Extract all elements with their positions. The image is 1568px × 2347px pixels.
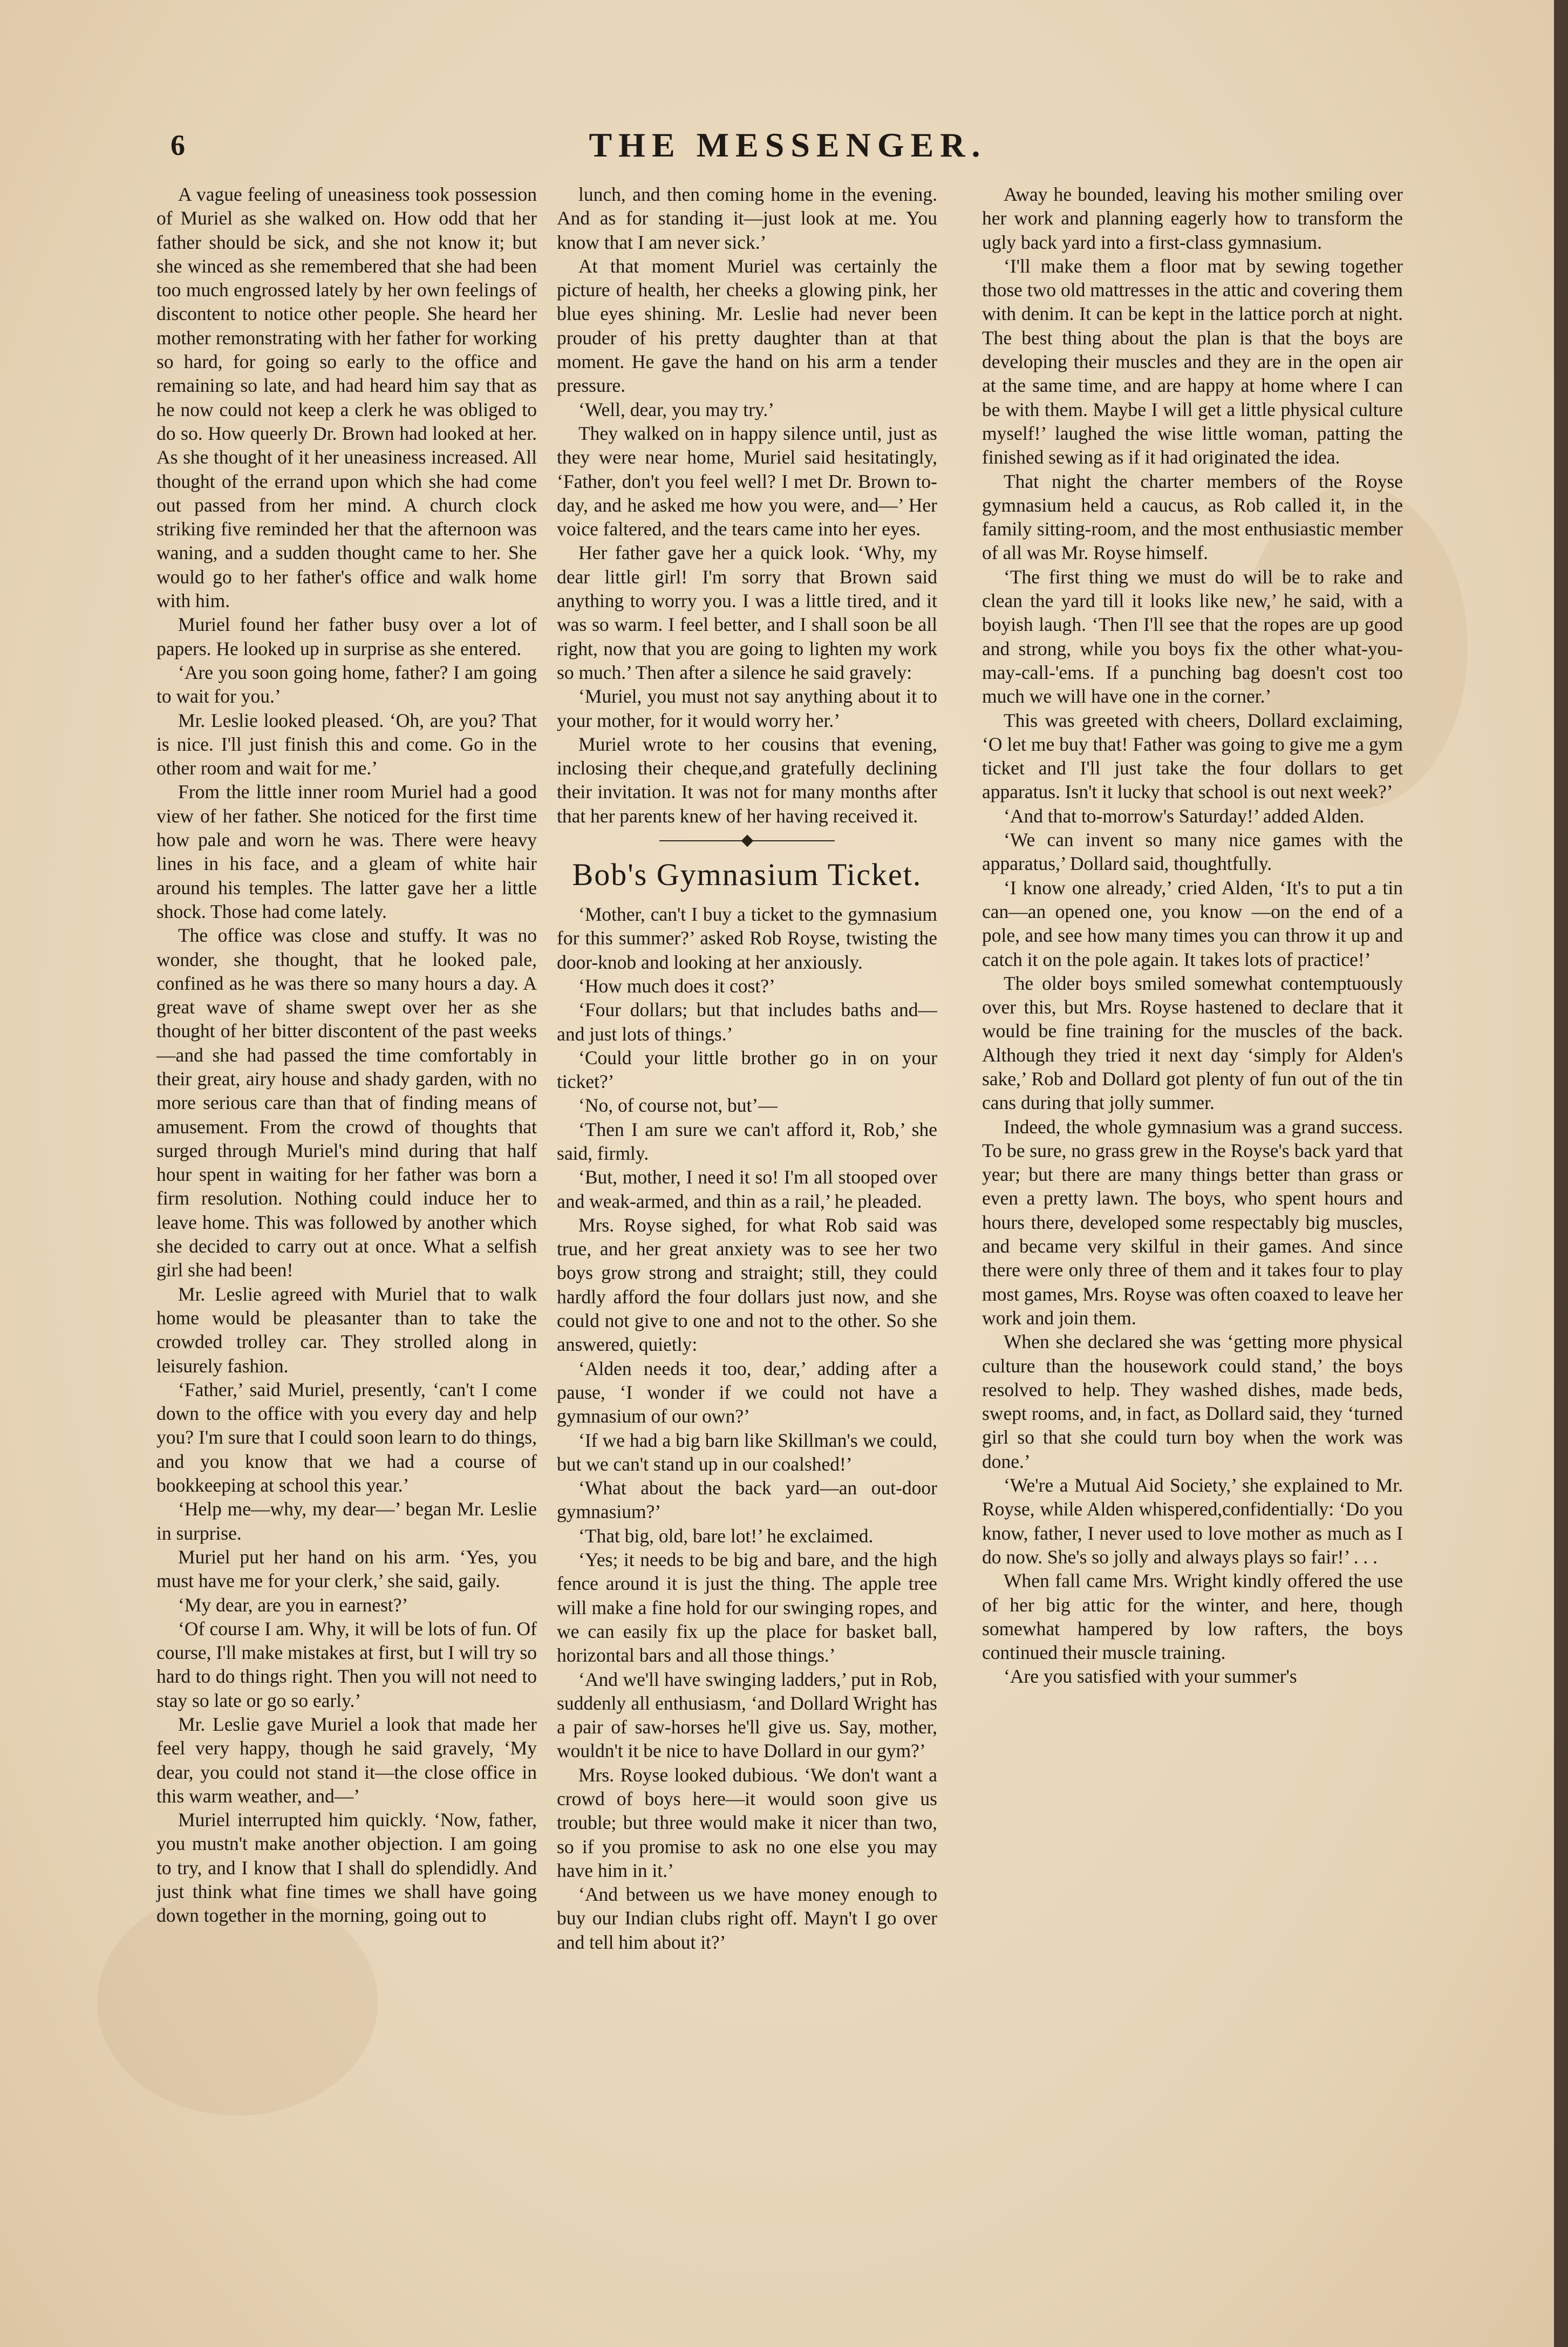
paragraph: ‘Then I am sure we can't afford it, Rob,’ she said, firmly. [557,1118,937,1164]
paragraph: ‘But, mother, I need it so! I'm all stooped over and weak-armed, and thin as a rail,’ he pleaded. [557,1166,937,1212]
paragraph: The office was close and stuffy. It was no wonder, she thought, that he looked pale, confined as he was there so many hours a day. A great wave of shame swept over her as she thought of her bitter discontent of the past weeks—and she had passed the time comfortably in their great, airy house and shady garden, with no more serious care than that of finding means of amusement. From the crowd of thoughts that surged through Muriel's mind during that half hour spent in waiting for her father was born a firm resolution. Nothing could induce her to leave home. This was followed by another which she decided to carry out at once. What a selfish girl she had been! [156,924,537,1281]
paragraph: Mr. Leslie looked pleased. ‘Oh, are you? That is nice. I'll just finish this and come. Go in the other room and wait for me.’ [156,709,537,779]
scan-edge [1554,0,1568,2347]
paragraph: lunch, and then coming home in the evening. And as for standing it—just look at me. You know that I am never sick.’ [557,183,937,253]
paragraph: ‘Of course I am. Why, it will be lots of fun. Of course, I'll make mistakes at first, but I will try so hard to do things right. Then you will not need to stay so late or go so early.’ [156,1617,537,1711]
paragraph: A vague feeling of uneasiness took possession of Muriel as she walked on. How odd that her father should be sick, and she not know it; but she winced as she remembered that she had been too much engrossed lately by her own feelings of discontent to notice other people. She heard her mother remonstrating with her father for working so hard, for going so early to the office and remaining so late, and had heard him say that as he now could not keep a clerk he was obliged to do so. How queerly Dr. Brown had looked at her. As she thought of it her uneasiness increased. All thought of the errand upon which she had come out passed from her mind. A church clock striking five reminded her that the afternoon was waning, and a sudden thought came to her. She would go to her father's office and walk home with him. [156,183,537,612]
paragraph: Mr. Leslie agreed with Muriel that to walk home would be pleasanter than to take the crowded trolley car. They strolled along in leisurely fashion. [156,1283,537,1377]
paragraph: From the little inner room Muriel had a good view of her father. She noticed for the first time how pale and worn he was. There were heavy lines in his face, and a gleam of white hair around his temples. The latter gave her a little shock. Those had come lately. [156,781,537,922]
paragraph: ‘We're a Mutual Aid Society,’ she explained to Mr. Royse, while Alden whispered,confidentially: ‘Do you know, father, I never used to love mother as much as I do now. She's so jolly and always plays so fair!’ . . . [982,1474,1403,1568]
paragraph: ‘Four dollars; but that includes baths and—and just lots of things.’ [557,999,937,1045]
paragraph: ‘That big, old, bare lot!’ he exclaimed. [578,1525,874,1547]
story-continuation [557,182,937,828]
story-body [557,902,937,1954]
page-header [167,128,1408,172]
paragraph: ‘If we had a big barn like Skillman's we could, but we can't stand up in our coalshed!’ [557,1429,937,1475]
paragraph: Muriel interrupted him quickly. ‘Now, father, you mustn't make another objection. I am going to try, and I know that I shall do splendidly. And just think what fine times we shall have going down together in the morning, going out to [156,1809,537,1927]
paragraph: Mrs. Royse sighed, for what Rob said was true, and her great anxiety was to see her two boys grow strong and straight; still, they could hardly afford the four dollars just now, and she could not give to one and not to the other. So she answered, quietly: [557,1214,937,1356]
paragraph: Indeed, the whole gymnasium was a grand success. To be sure, no grass grew in the Royse's back yard that year; but there are many things better than grass or even a pretty lawn. The boys, who spent hours and hours there, developed some respectably big muscles, and became very skilful in their games. And since there were only three of them and it takes four to play most games, Mrs. Royse was often coaxed to leave her work and join them. [982,1115,1403,1329]
paragraph: Muriel found her father busy over a lot of papers. He looked up in surprise as she entered. [156,614,537,659]
paragraph: When she declared she was ‘getting more physical culture than the housework could stand,’ the boys resolved to help. They washed dishes, made beds, swept rooms, and, in fact, as Dollard said, they ‘turned girl so that she could turn boy when the work was done.’ [982,1331,1403,1472]
paragraph: Muriel put her hand on his arm. ‘Yes, you must have me for your clerk,’ she said, gaily. [156,1546,537,1592]
paragraph: Her father gave her a quick look. ‘Why, my dear little girl! I'm sorry that Brown said anything to worry you. I was a little tired, and it was so warm. I feel better, and I shall soon be all right, now that you are going to lighten my work so much.’ Then after a silence he said gravely: [557,542,937,683]
paragraph: ‘And that to-morrow's Saturday!’ added Alden. [1004,805,1365,827]
paragraph: Mrs. Royse looked dubious. ‘We don't want a crowd of boys here—it would soon give us trouble; but three would make it nicer than two, so if you promise to ask no one else you may have him in it.’ [557,1764,937,1881]
paragraph: Mr. Leslie gave Muriel a look that made her feel very happy, though he said gravely, ‘My dear, you could not stand it—the close office in this warm weather, and—’ [156,1713,537,1807]
paragraph: ‘I'll make them a floor mat by sewing together those two old mattresses in the attic and covering them with denim. It can be kept in the lattice porch at night. The best thing about the plan is that the boys are developing their muscles and they are in the open air at the same time, and are happy at home where I can be with them. Maybe I will get a little physical culture myself!’ laughed the wise little woman, patting the finished sewing as if it had originated the idea. [982,255,1403,468]
paragraph: ‘How much does it cost?’ [578,975,775,997]
paragraph: Away he bounded, leaving his mother smiling over her work and planning eagerly how to transform the ugly back yard into a first-class gymnasium. [982,183,1403,253]
paragraph: They walked on in happy silence until, just as they were near home, Muriel said hesitatingly, ‘Father, don't you feel well? I met Dr. Brown to-day, and he asked me how you were, and—’ Her voice faltered, and the tears came into her eyes. [557,422,937,540]
column-middle [557,182,937,1954]
paragraph: ‘Father,’ said Muriel, presently, ‘can't I come down to the office with you every day and help you? I'm sure that I could soon learn to do things, and you know that we had a course of bookkeeping at school this year.’ [156,1378,537,1496]
paragraph: ‘The first thing we must do will be to rake and clean the yard till it looks like new,’ he said, with a boyish laugh. ‘Then I'll see that the ropes are up good and strong, while you boys fix the other what-you-may-call-'ems. If a punching bag doesn't cost too much we will have one in the corner.’ [982,566,1403,707]
paragraph: ‘My dear, are you in earnest?’ [178,1594,408,1616]
paragraph: ‘Muriel, you must not say anything about it to your mother, for it would worry her.’ [557,685,937,731]
paragraph: At that moment Muriel was certainly the picture of health, her cheeks a glowing pink, her blue eyes shining. Mr. Leslie had never been prouder of his pretty daughter than at that moment. He gave the hand on his arm a tender pressure. [557,255,937,397]
column-right [982,182,1403,1689]
paragraph: ‘We can invent so many nice games with the apparatus,’ Dollard said, thoughtfully. [982,829,1403,875]
paragraph: This was greeted with cheers, Dollard exclaiming, ‘O let me buy that! Father was going to give me a gym ticket and I'll just take the four dollars to get apparatus. Isn't it lucky that school is out next week?’ [982,709,1403,803]
paragraph: ‘Mother, can't I buy a ticket to the gymnasium for this summer?’ asked Rob Royse, twisting the door-knob and looking at her anxiously. [557,903,937,973]
paragraph: The older boys smiled somewhat contemptuously over this, but Mrs. Royse hastened to declare that it would be fine training for the muscles of the back. Although they tried it next day ‘simply for Alden's sake,’ Rob and Dollard got plenty of fun out of the tin cans during that jolly summer. [982,972,1403,1114]
paragraph: That night the charter members of the Royse gymnasium held a caucus, as Rob called it, in the family sitting-room, and the most enthusiastic member of all was Mr. Royse himself. [982,470,1403,564]
paragraph: ‘Could your little brother go in on your ticket?’ [557,1046,937,1093]
paragraph: ‘Yes; it needs to be big and bare, and the high fence around it is just the thing. The apple tree will make a fine hold for our swinging ropes, and we can easily fix up the place for basket ball, horizontal bars and all those things.’ [557,1549,937,1666]
story-divider [557,831,937,851]
masthead-title: THE MESSENGER. [589,126,987,164]
paragraph: ‘No, of course not, but’— [578,1094,778,1117]
story-title: Bob's Gymnasium Ticket. [572,857,922,893]
paragraph: ‘And we'll have swinging ladders,’ put in Rob, suddenly all enthusiasm, ‘and Dollard Wright has a pair of saw-horses he'll give us. Say, mother, wouldn't it be nice to have Dollard in our gym?’ [557,1668,937,1762]
paragraph: ‘I know one already,’ cried Alden, ‘It's to put a tin can—an opened one, you know —on the end of a pole, and see how many times you can throw it up and catch it on the pole again. It takes lots of practice!’ [982,876,1403,970]
paragraph: ‘Are you satisfied with your summer's [1004,1665,1297,1688]
page-number: 6 [171,129,185,161]
paragraph: ‘Are you soon going home, father? I am going to wait for you.’ [156,661,537,707]
column-left [156,182,537,1928]
paragraph: Muriel wrote to her cousins that evening, inclosing their cheque,and gratefully declining their invitation. It was not for many months after that her parents knew of her having received it. [557,733,937,827]
paragraph: ‘Well, dear, you may try.’ [578,398,775,420]
paragraph: ‘Help me—why, my dear—’ began Mr. Leslie in surprise. [156,1498,537,1544]
paragraph: ‘And between us we have money enough to buy our Indian clubs right off. Mayn't I go over and tell him about it?’ [557,1883,937,1953]
paragraph: ‘What about the back yard—an out-door gymnasium?’ [557,1477,937,1523]
paragraph: When fall came Mrs. Wright kindly offered the use of her big attic for the winter, and here, though somewhat hampered by low rafters, the boys continued their muscle training. [982,1570,1403,1664]
paragraph: ‘Alden needs it too, dear,’ adding after a pause, ‘I wonder if we could not have a gymnasium of our own?’ [557,1357,937,1427]
